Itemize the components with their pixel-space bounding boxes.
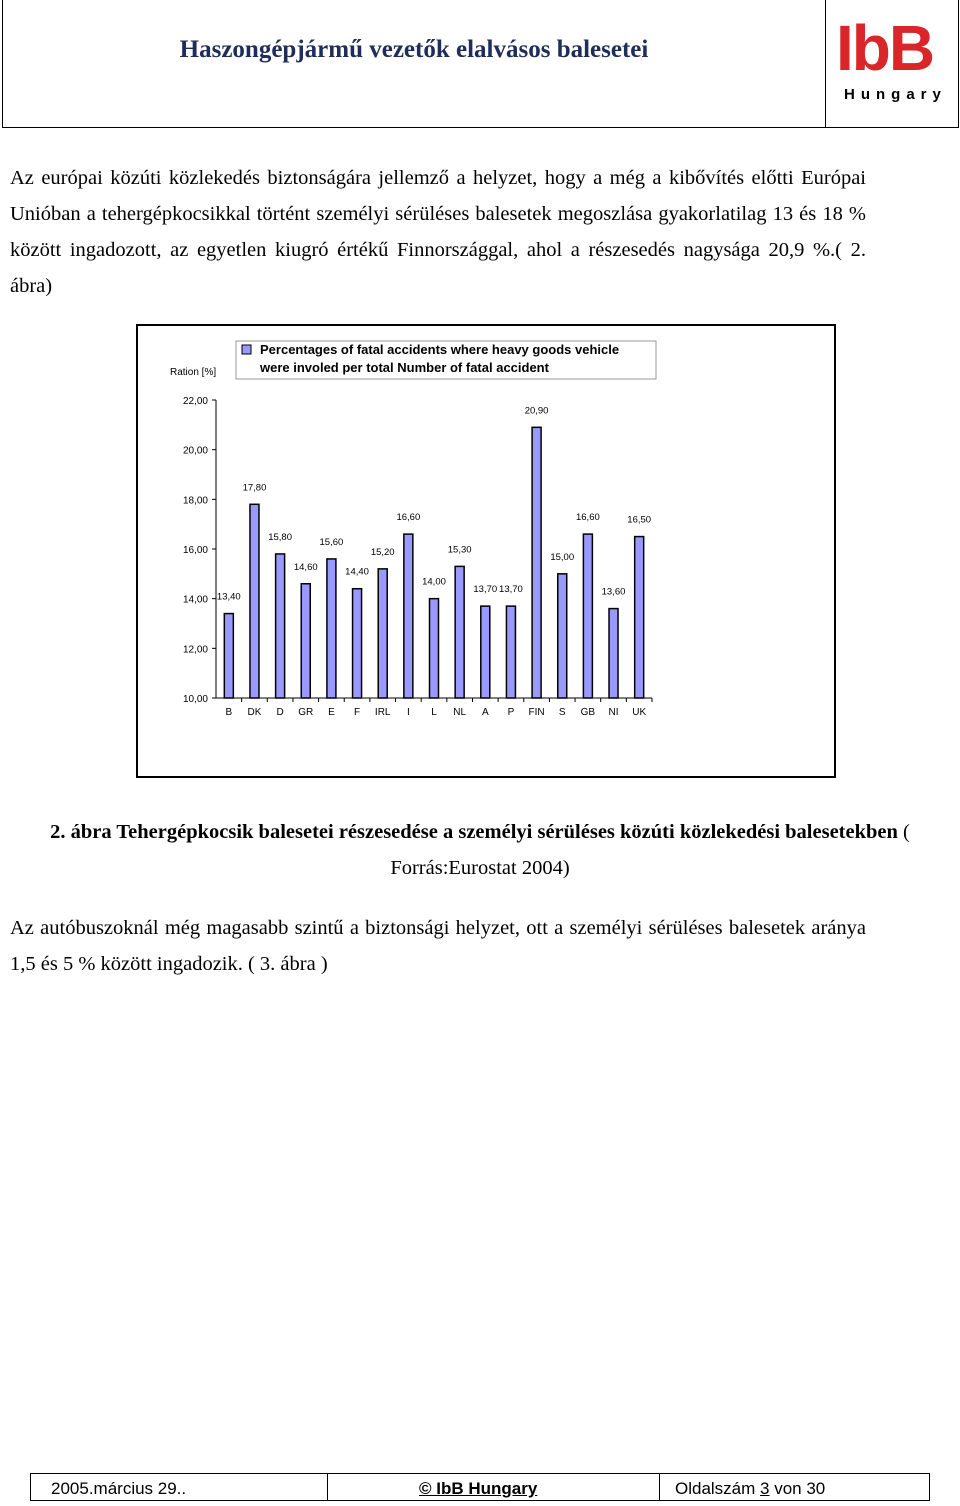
y-tick-label: 16,00: [182, 545, 208, 556]
page-current: 3: [760, 1479, 770, 1498]
bar: [250, 504, 259, 698]
data-label: 14,00: [422, 576, 446, 588]
x-tick-label: FIN: [528, 707, 545, 718]
bar: [224, 614, 233, 698]
page-header: [2, 0, 958, 128]
x-tick-label: E: [328, 707, 335, 718]
page-prefix: Oldalszám: [675, 1479, 761, 1498]
y-tick-label: 20,00: [182, 445, 208, 457]
data-label: 20,90: [524, 405, 549, 417]
bar: [327, 559, 336, 698]
x-tick-label: NL: [453, 707, 467, 718]
x-tick-label: S: [558, 707, 566, 718]
data-label: 14,60: [293, 561, 318, 573]
data-label: 14,40: [345, 566, 369, 578]
y-tick-label: 18,00: [182, 495, 208, 507]
bar: [455, 566, 464, 698]
data-label: 15,00: [550, 551, 575, 563]
figure-caption: [0, 814, 960, 886]
bar: [635, 537, 644, 698]
footer-date: 2005.március 29..: [51, 1479, 187, 1498]
legend-line-2: were involed per total Number of fatal accident: [260, 360, 549, 375]
bar: [609, 609, 618, 698]
x-tick-label: GB: [580, 707, 596, 718]
footer-page-number: [675, 1474, 825, 1500]
bar: [481, 606, 490, 698]
caption-source: ( Forrás:Eurostat 2004): [390, 821, 910, 879]
bar: [353, 589, 362, 698]
legend: [236, 341, 656, 379]
x-tick-label: F: [354, 707, 361, 718]
x-tick-label: GR: [298, 707, 314, 718]
bar: [301, 584, 310, 698]
bar: [404, 534, 413, 698]
data-label: 16,60: [575, 512, 600, 524]
bar: [430, 599, 439, 698]
logo-subtitle: Hungary: [844, 86, 947, 103]
bar: [276, 554, 285, 698]
header-title: Haszongépjármű vezetők elalvásos balesetei: [179, 36, 649, 63]
y-tick-label: 12,00: [182, 644, 208, 656]
page-footer: [30, 1473, 930, 1501]
footer-divider: [659, 1474, 660, 1500]
data-label: 15,60: [319, 536, 344, 548]
data-label: 13,70: [473, 584, 498, 596]
data-label: 15,30: [447, 544, 472, 556]
y-tick-label: 10,00: [182, 694, 208, 705]
x-tick-label: I: [406, 707, 410, 718]
bar: [506, 606, 515, 698]
bar: [532, 427, 541, 698]
data-label: 16,60: [396, 512, 421, 524]
logo-text: IbB: [836, 12, 934, 84]
data-label: 15,20: [370, 546, 395, 558]
bar: [558, 574, 567, 698]
data-label: 17,80: [242, 482, 267, 494]
y-axis-label: Ration [%]: [170, 367, 217, 378]
data-label: 13,40: [216, 591, 241, 603]
footer-divider: [327, 1474, 328, 1500]
x-tick-label: P: [507, 707, 515, 718]
x-tick-label: A: [481, 707, 489, 718]
page-suffix: von 30: [769, 1479, 826, 1498]
bar-chart: [138, 326, 834, 776]
chart-frame: [136, 324, 836, 778]
y-tick-label: 14,00: [182, 594, 208, 606]
data-label: 13,70: [499, 584, 523, 596]
bar: [583, 534, 592, 698]
x-tick-label: DK: [247, 707, 262, 718]
data-label: 15,80: [268, 531, 293, 543]
x-tick-label: B: [225, 707, 233, 718]
bar: [378, 569, 387, 698]
legend-swatch: [242, 345, 251, 354]
y-tick-label: 22,00: [182, 396, 208, 407]
x-tick-label: L: [431, 707, 437, 718]
x-tick-label: NI: [608, 707, 619, 718]
legend-line-1: Percentages of fatal accidents where heavy goods vehicle: [260, 342, 620, 357]
data-label: 13,60: [601, 586, 626, 598]
paragraph-intro: Az európai közúti közlekedés biztonságára jellemző a helyzet, hogy a még a kibővítés előtti Európai Unióban a tehergépkocsikkal történt személyi sérüléses balesetek megoszlása gyakorlatilag 13 és 18 % között ingadozott, az egyetlen kiugró értékű Finnországgal, ahol a részesedés nagysága 20,9 %.( 2. ábra): [10, 167, 866, 297]
logo: [825, 0, 959, 128]
paragraph-bus: Az autóbuszoknál még magasabb szintű a biztonsági helyzet, ott a személyi sérüléses balesetek aránya 1,5 és 5 % között ingadozik. ( 3. ábra ): [10, 917, 866, 975]
bars: [217, 405, 651, 698]
footer-copyright[interactable]: © IbB Hungary: [419, 1479, 538, 1498]
caption-title: 2. ábra Tehergépkocsik balesetei részesedése a személyi sérüléses közúti közlekedési balesetekben: [50, 821, 898, 843]
x-tick-label: UK: [632, 707, 647, 718]
data-label: 16,50: [627, 514, 652, 526]
x-tick-label: IRL: [374, 707, 391, 718]
x-tick-label: D: [276, 707, 284, 718]
